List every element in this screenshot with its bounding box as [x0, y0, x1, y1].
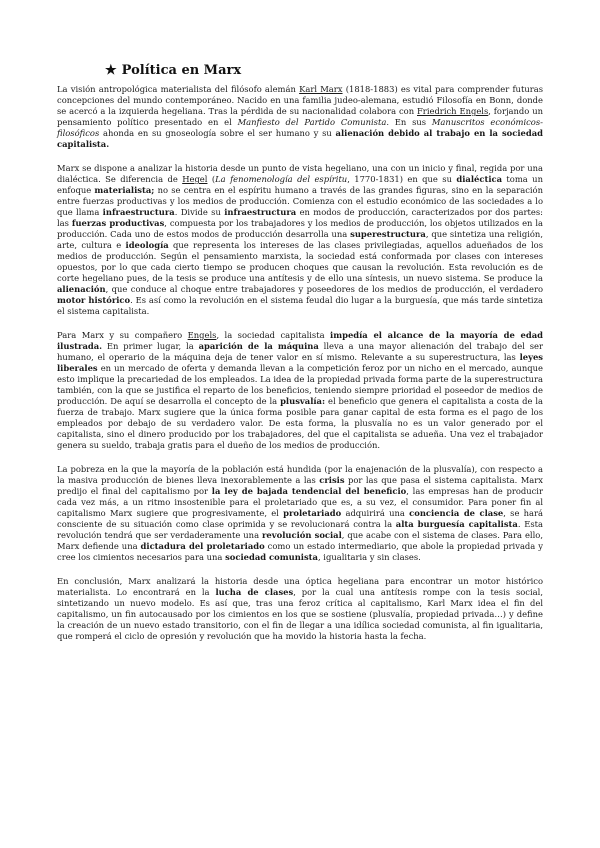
text-run: ahonda en su gnoseología sobre el ser humano y su: [99, 128, 336, 138]
text-run: , las empresas han de producir cada vez más, a un ritmo insostenible para el proletariado que es, a su vez, el consumidor. Para poner fin al capitalismo Marx sugiere que progresivamente, el: [57, 486, 543, 518]
bold-term: proletariado: [283, 508, 342, 518]
paragraph: [57, 330, 543, 451]
text-run: adquirirá una: [341, 508, 410, 518]
bold-term: conciencia de clase: [409, 508, 504, 518]
bold-term: superestructura: [350, 229, 426, 239]
text-run: La visión antropológica materialista del filósofo alemán: [57, 84, 300, 94]
text-run: La pobreza en la que la mayoría de la población está hundida (por la enajenación de la plusvalía), con respecto a la masiva producción de bienes lleva inexorablemente a las: [57, 464, 543, 485]
bold-term: fuerzas productivas: [71, 218, 165, 228]
text-run: no se centra en el espíritu humano a través de las grandes figuras, sino en la separación entre fuerzas productivas y los medios de producción. Comienza con el estudio económico de las sociedades a lo que llama: [57, 185, 543, 217]
paragraph: [57, 576, 543, 642]
text-run: por las que pasa el sistema capitalista. Marx predijo el final del capitalismo por: [57, 475, 543, 496]
bold-term: infraestructura: [224, 207, 297, 217]
bold-term: crisis: [319, 475, 345, 485]
text-run: , la sociedad capitalista: [216, 330, 331, 340]
text-run: que representa los intereses de las clases privilegiadas, aquellos adueñados de los medios de producción. Según el pensamiento marxista, la sociedad está conformada por clases con intereses opuestos, por lo que cada cierto tiempo se producen choques que causan la revolución. Esta revolución es de corte hegeliano pues, de la tesis se produce una antítesis y de ello una síntesis, un nuevo sistema. Se produce la: [57, 240, 543, 283]
page-title-text: Política en Marx: [121, 63, 242, 78]
text-run: En conclusión, Marx analizará la historia desde una óptica hegeliana para encontrar un motor histórico materialista. Lo encontrará en la: [57, 576, 543, 597]
paragraph: [57, 163, 543, 317]
underlined-name: Friedrich Engels: [417, 106, 489, 116]
bold-term: la ley de bajada tendencial del beneficio: [211, 486, 407, 496]
underlined-name: Hegel: [182, 174, 208, 184]
text-run: Para Marx y su compañero: [57, 330, 188, 340]
bold-term: revolución social: [262, 530, 342, 540]
bold-term: lucha de clases: [215, 587, 294, 597]
bold-term: alienación debido al trabajo en la sociedad capitalista.: [57, 128, 543, 149]
bold-term: dialéctica: [456, 174, 503, 184]
underlined-name: Engels: [187, 330, 217, 340]
bold-term: alienación: [57, 284, 106, 294]
italic-title: Manuscritos económicos-filosóficos: [57, 117, 543, 138]
text-run: , por la cual una antítesis rompe con la tesis social, sintetizando un nuevo modelo. Es así que, tras una feroz crítica al capitalismo, Karl Marx idea el fin del capitalismo, un fin autocausado por los cimientos en los que se sostiene (plusvalía, propiedad privada…) y define la creación de un nuevo estado transitorio, con el fin de llegar a una idílica sociedad comunista, al fin igualitaria, que romperá el ciclo de opresión y revolución que ha movido la historia hasta la fecha.: [57, 587, 543, 641]
text-run: . En sus: [386, 117, 432, 127]
underlined-name: Karl Marx: [299, 84, 343, 94]
text-run: (1818-1883) es vital para comprender futuras concepciones del mundo contemporáneo. Nacido en una familia judeo-alemana, estudió Filosofía en Bonn, donde se acercó a la izquierda hegeliana. Tras la pérdida de su nacionalidad colabora con: [57, 84, 544, 116]
bold-term: leyes liberales: [57, 352, 543, 373]
text-run: Marx se dispone a analizar la historia desde un punto de vista hegeliano, una con un inicio y final, regida por una dialéctica. Se diferencia de: [57, 163, 543, 184]
star-icon: ★: [105, 63, 117, 78]
text-run: . Divide su: [174, 207, 225, 217]
italic-title: Manfiesto del Partido Comunista: [237, 117, 387, 127]
paragraph: [57, 84, 543, 150]
text-run: (: [207, 174, 216, 184]
bold-term: dictadura del proletariado: [140, 541, 265, 551]
text-run: en un mercado de oferta y demanda llevan a la competición feroz por un nicho en el mercado, aunque esto implique la precariedad de los empleados. La idea de la propiedad privada forma parte de la superestructura también, con la que se justifica el reparto de los beneficios, teniendo siempre prioridad el poseedor de medios de producción. De aquí se desarrolla el concepto de la: [57, 363, 543, 406]
text-run: , 1770-1831) en que su: [347, 174, 457, 184]
text-run: , que sintetiza una religión, arte, cultura e: [57, 229, 543, 250]
document-body: [57, 84, 543, 655]
text-run: . Es así como la revolución en el sistema feudal dio lugar a la burguesía, que más tarde sintetiza el sistema capitalista.: [57, 295, 543, 316]
text-run: , compuesta por los trabajadores y los medios de producción, los objetos utilizados en la producción. Cada uno de estos modos de producción desarrolla una: [57, 218, 544, 239]
text-run: , igualitaria y sin clases.: [317, 552, 421, 562]
text-run: en modos de producción, caracterizados por dos partes: las: [57, 207, 543, 228]
text-run: En primer lugar, la: [102, 341, 199, 351]
bold-term: infraestructura: [102, 207, 175, 217]
bold-term: ideología: [125, 240, 169, 250]
text-run: . Esta revolución tendrá que ser verdaderamente una: [57, 519, 543, 540]
italic-title: La fenomenología del espíritu: [215, 174, 348, 184]
text-run: , se hará consciente de su situación como clase oprimida y se revolucionará contra la: [57, 508, 544, 529]
bold-term: materialista;: [94, 185, 155, 195]
paragraph: [57, 464, 543, 563]
bold-term: aparición de la máquina: [198, 341, 319, 351]
text-run: , que acabe con el sistema de clases. Para ello, Marx defiende una: [57, 530, 543, 551]
text-run: como un estado intermediario, que abole la propiedad privada y cree los cimientos necesarios para una: [57, 541, 543, 562]
bold-term: impedía el alcance de la mayoría de edad ilustrada.: [57, 330, 544, 351]
text-run: , forjando un pensamiento político presentado en el: [57, 106, 544, 127]
page-title: [105, 63, 241, 78]
bold-term: sociedad comunista: [225, 552, 318, 562]
bold-term: motor histórico: [57, 295, 131, 305]
text-run: el beneficio que genera el capitalista a costa de la fuerza de trabajo. Marx sugiere que la única forma posible para ganar capital de esta forma es el pago de los empleados por debajo de su verdadero valor. De esta forma, la plusvalía no es un valor generado por el capitalista, sino el dinero producido por los trabajadores, del que el capitalista se adueña. Una vez el trabajador genera su sueldo, trabaja gratis para el dueño de los medios de producción.: [57, 396, 543, 450]
bold-term: alta burguesía capitalista: [395, 519, 518, 529]
text-run: , que conduce al choque entre trabajadores y poseedores de los medios de producción, el verdadero: [105, 284, 543, 294]
text-run: toma un enfoque: [57, 174, 543, 195]
text-run: lleva a una mayor alienación del trabajo del ser humano, el operario de la máquina deja de tener valor en sí mismo. Relevante a su superestructura, las: [57, 341, 543, 362]
bold-term: plusvalía:: [280, 396, 326, 406]
